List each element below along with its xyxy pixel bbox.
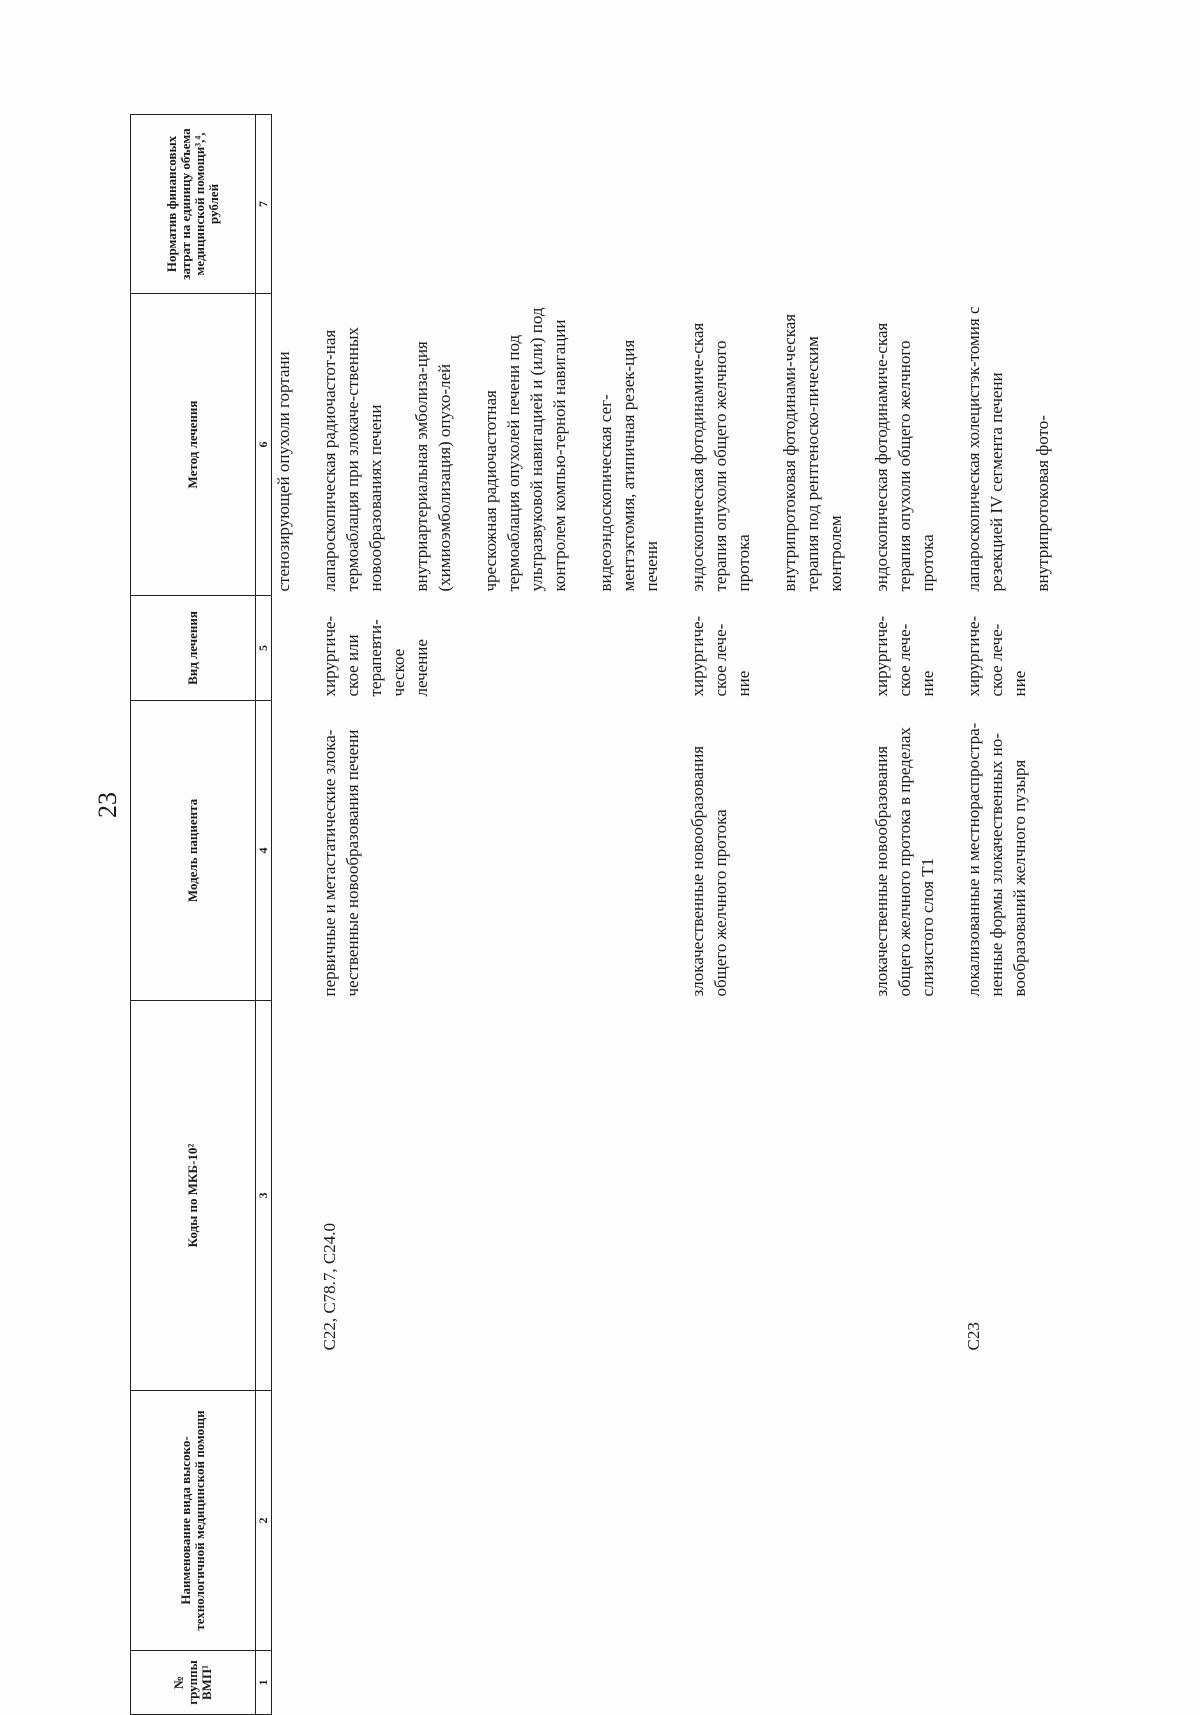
table-row xyxy=(962,115,1054,1715)
treatment-method-cell xyxy=(318,294,686,596)
group-number-cell xyxy=(686,1651,870,1715)
icd-codes-cell: C22, C78.7, C24.0 xyxy=(320,1222,339,1351)
method-item: лапароскопическая холецистэк-томия с резекцией IV сегмента печени xyxy=(964,306,1006,592)
group-number-cell xyxy=(318,1651,686,1715)
cost-cell xyxy=(272,115,319,294)
method-item: стенозирующей опухоли гортани xyxy=(274,351,293,592)
header-vmp-name: Наименование вида высоко-технологичной медицинской помощи xyxy=(131,1391,256,1651)
column-number: 6 xyxy=(256,294,272,596)
method-item: видеоэндоскопическая сег-ментэктомия, атипичная резек-ция печени xyxy=(596,339,661,592)
header-row xyxy=(131,115,256,1715)
table-row xyxy=(870,115,962,1715)
header-treatment-method: Метод лечения xyxy=(131,294,256,596)
table-row xyxy=(272,115,319,1715)
treatment-method-cell xyxy=(686,294,870,596)
header-group-number: № группы ВМП¹ xyxy=(131,1651,256,1715)
icd-codes-cell xyxy=(272,1001,319,1391)
vmp-name-cell xyxy=(272,1391,319,1651)
header-cost-standard: Норматив финансовых затрат на единицу объема медицинской помощи³,⁴, рублей xyxy=(131,115,256,294)
method-item: лапароскопическая радиочастот-ная термоаблация при злокаче-ственных новообразованиях печени xyxy=(320,327,385,592)
treatment-type-cell xyxy=(272,596,319,701)
icd-codes-cell xyxy=(686,1001,870,1391)
group-number-cell xyxy=(870,1651,962,1715)
cost-cell xyxy=(870,115,962,294)
header-treatment-type: Вид лечения xyxy=(131,596,256,701)
header-icd-codes: Коды по МКБ-10² xyxy=(131,1001,256,1391)
cost-cell xyxy=(962,115,1054,294)
patient-model-cell: локализованные и местнораспростра-ненные формы злокачественных но-вообразований желчного пузыря xyxy=(964,722,1029,997)
method-item: эндоскопическая фотодинамиче-ская терапия опухоли общего желчного протока xyxy=(688,322,753,592)
column-number: 4 xyxy=(256,701,272,1001)
table-row xyxy=(686,115,870,1715)
group-number-cell xyxy=(962,1651,1054,1715)
method-item: чрескожная радиочастотная термоаблация опухолей печени под ультразвуковой навигацией и (или) под контролем компью-терной навигации xyxy=(481,307,569,592)
column-number: 3 xyxy=(256,1001,272,1391)
method-item: эндоскопическая фотодинамиче-ская терапия опухоли общего желчного протока xyxy=(872,322,937,592)
column-number: 1 xyxy=(256,1651,272,1715)
patient-model-cell: первичные и метастатические злока-чественные новообразования печени xyxy=(320,729,362,997)
cost-cell xyxy=(318,115,686,294)
vmp-name-cell xyxy=(962,1391,1054,1651)
vmp-name-cell xyxy=(870,1391,962,1651)
treatment-type-cell: хирургиче-ское лече-ние xyxy=(688,615,753,697)
vmp-name-cell xyxy=(318,1391,686,1651)
vmp-table xyxy=(130,114,1054,1715)
icd-codes-cell: C23 xyxy=(964,1322,983,1351)
group-number-cell xyxy=(272,1651,319,1715)
patient-model-cell: злокачественные новообразования общего желчного протока xyxy=(688,745,730,997)
treatment-method-cell xyxy=(870,294,962,596)
column-number: 2 xyxy=(256,1391,272,1651)
treatment-method-cell xyxy=(962,294,1054,596)
method-item: внутрипротоковая фото- xyxy=(1033,415,1052,592)
treatment-type-cell: хирургиче-ское лече-ние xyxy=(964,615,1029,697)
patient-model-cell xyxy=(272,701,319,1001)
cost-cell xyxy=(686,115,870,294)
vmp-name-cell xyxy=(686,1391,870,1651)
column-number-row xyxy=(256,115,272,1715)
patient-model-cell: злокачественные новообразования общего желчного протока в пределах слизистого слоя T1 xyxy=(872,727,937,997)
page-number: 23 xyxy=(93,792,122,818)
treatment-type-cell: хирургиче-ское лече-ние xyxy=(872,615,937,697)
treatment-method-cell xyxy=(272,294,319,596)
column-number: 5 xyxy=(256,596,272,701)
icd-codes-cell xyxy=(870,1001,962,1391)
header-patient-model: Модель пациента xyxy=(131,701,256,1001)
table-row xyxy=(318,115,686,1715)
treatment-type-cell: хирургиче-ское или терапевти-ческое лечение xyxy=(320,615,431,697)
method-item: внутрипротоковая фотодинами-ческая терапия под рентгеноско-пическим контролем xyxy=(780,313,845,592)
vmp-table-rotated xyxy=(130,115,1090,1715)
method-item: внутриартериальная эмболиза-ция (химиоэмболизация) опухо-лей xyxy=(412,341,454,592)
column-number: 7 xyxy=(256,115,272,294)
